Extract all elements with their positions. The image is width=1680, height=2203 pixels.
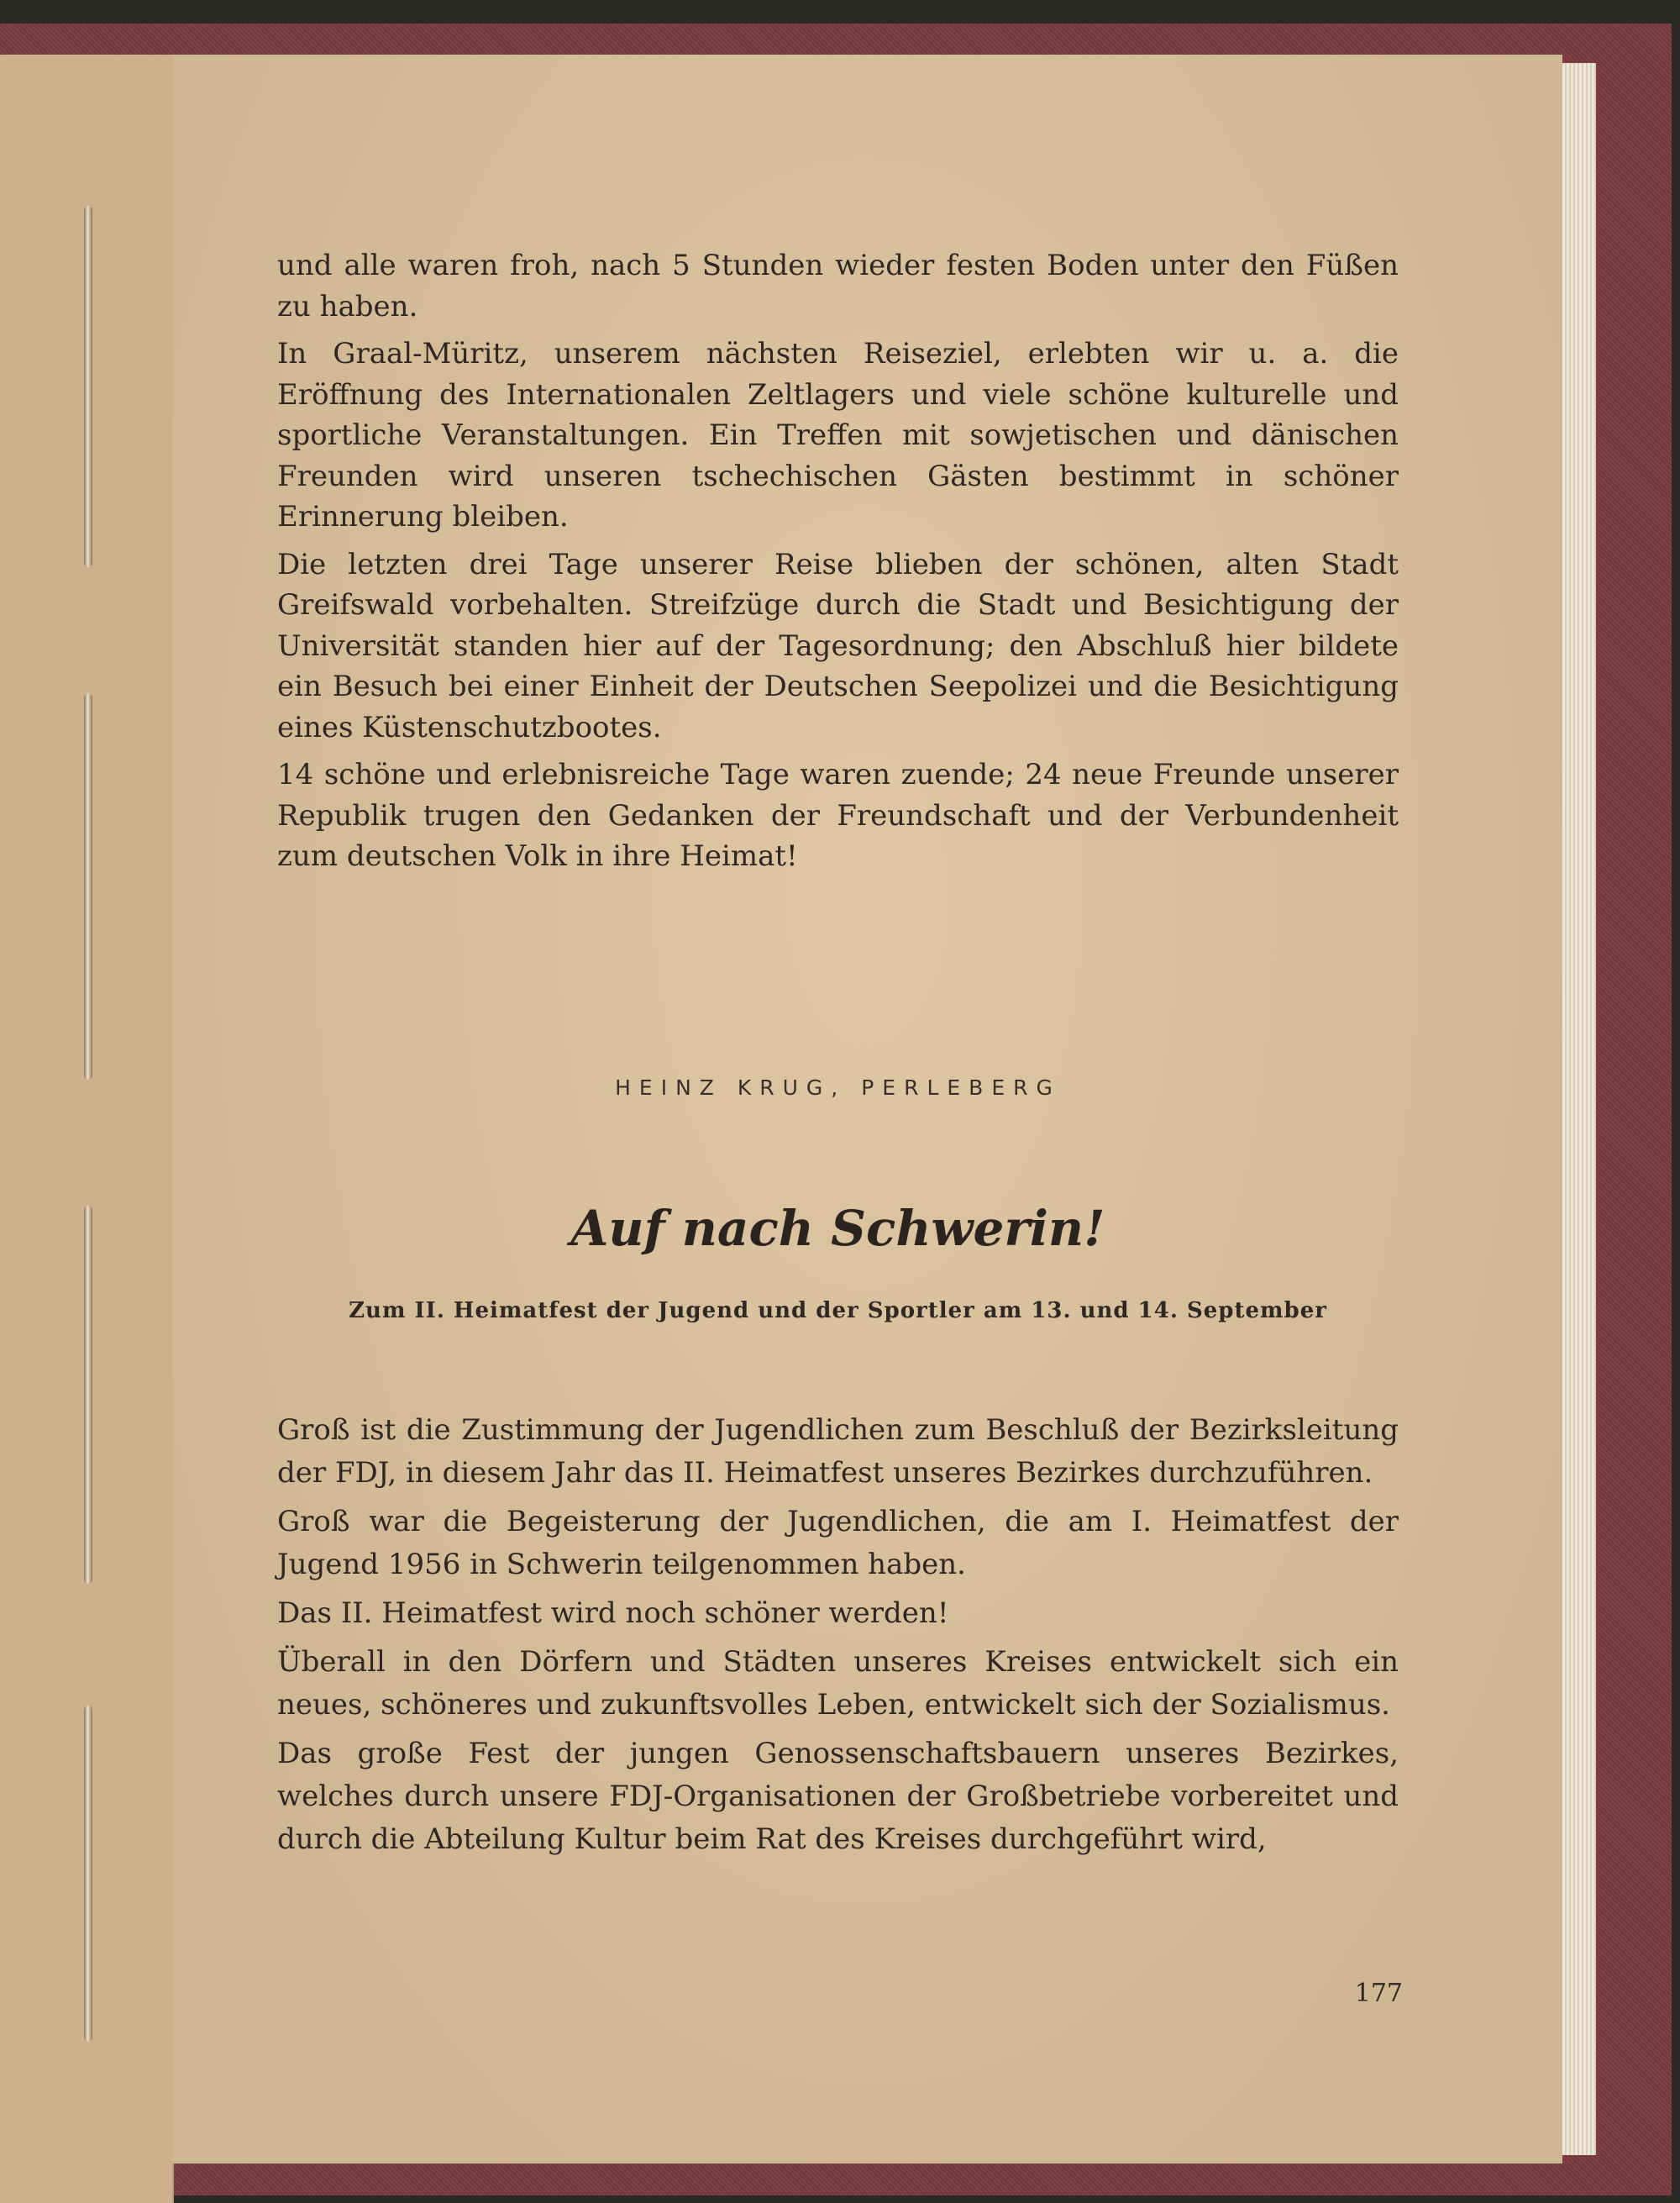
paragraph: Überall in den Dörfern und Städten unseres Kreises entwickelt sich ein neues, schöneres und zukunftsvolles Leben, entwickelt sich der Sozialismus.: [277, 1645, 1399, 1722]
paragraph: 14 schöne und erlebnisreiche Tage waren zuende; 24 neue Freunde unserer Republik trugen den Gedanken der Freundschaft und der Verbundenheit zum deutschen Volk in ihre Heimat!: [277, 758, 1399, 873]
binding-stitch: [84, 1206, 92, 1584]
book-page: [172, 55, 1562, 2164]
paragraph: Die letzten drei Tage unserer Reise blieben der schönen, alten Stadt Greifswald vorbehalten. Streifzüge durch die Stadt und Besichtigung der Universität standen hier auf der Tagesordnung; den Abschluß hier bildete ein Besuch bei einer Einheit der Deutschen Seepolizei und die Besichtigung eines Küstenschutzbootes.: [277, 547, 1399, 744]
page-edges: [1558, 63, 1596, 2155]
article-author: HEINZ KRUG, PERLEBERG: [615, 1075, 1061, 1100]
paragraph: Das II. Heimatfest wird noch schöner werden!: [277, 1596, 949, 1630]
page-number: 177: [1354, 1979, 1403, 2008]
binding-stitch: [84, 206, 92, 567]
paragraph: und alle waren froh, nach 5 Stunden wieder festen Boden unter den Füßen zu haben.: [277, 249, 1399, 323]
paragraph: Groß war die Begeisterung der Jugendlichen, die am I. Heimatfest der Jugend 1956 in Schwerin teilgenommen haben.: [277, 1505, 1399, 1581]
binding-gutter: [0, 55, 174, 2203]
article-subtitle: Zum II. Heimatfest der Jugend und der Sportler am 13. und 14. September: [349, 1298, 1327, 1323]
binding-stitch: [84, 693, 92, 1080]
paragraph: Groß ist die Zustimmung der Jugendlichen zum Beschluß der Bezirksleitung der FDJ, in diesem Jahr das II. Heimatfest unseres Bezirkes durchzuführen.: [277, 1413, 1399, 1490]
paragraph: Das große Fest der jungen Genossenschaftsbauern unseres Bezirkes, welches durch unsere FDJ-Organisationen der Großbetriebe vorbereitet und durch die Abteilung Kultur beim Rat des Kreises durchgeführt wird,: [277, 1737, 1399, 1856]
paragraph: In Graal-Müritz, unserem nächsten Reiseziel, erlebten wir u. a. die Eröffnung des Internationalen Zeltlagers und viele schöne kulturelle und sportliche Veranstaltungen. Ein Treffen mit sowjetischen und dänischen Freunden wird unseren tschechischen Gästen bestimmt in schöner Erinnerung bleiben.: [277, 337, 1399, 534]
article-body: [277, 1409, 1399, 1861]
binding-stitch: [84, 1706, 92, 2042]
article-title: Auf nach Schwerin!: [570, 1200, 1105, 1257]
previous-article-text: [277, 245, 1399, 877]
